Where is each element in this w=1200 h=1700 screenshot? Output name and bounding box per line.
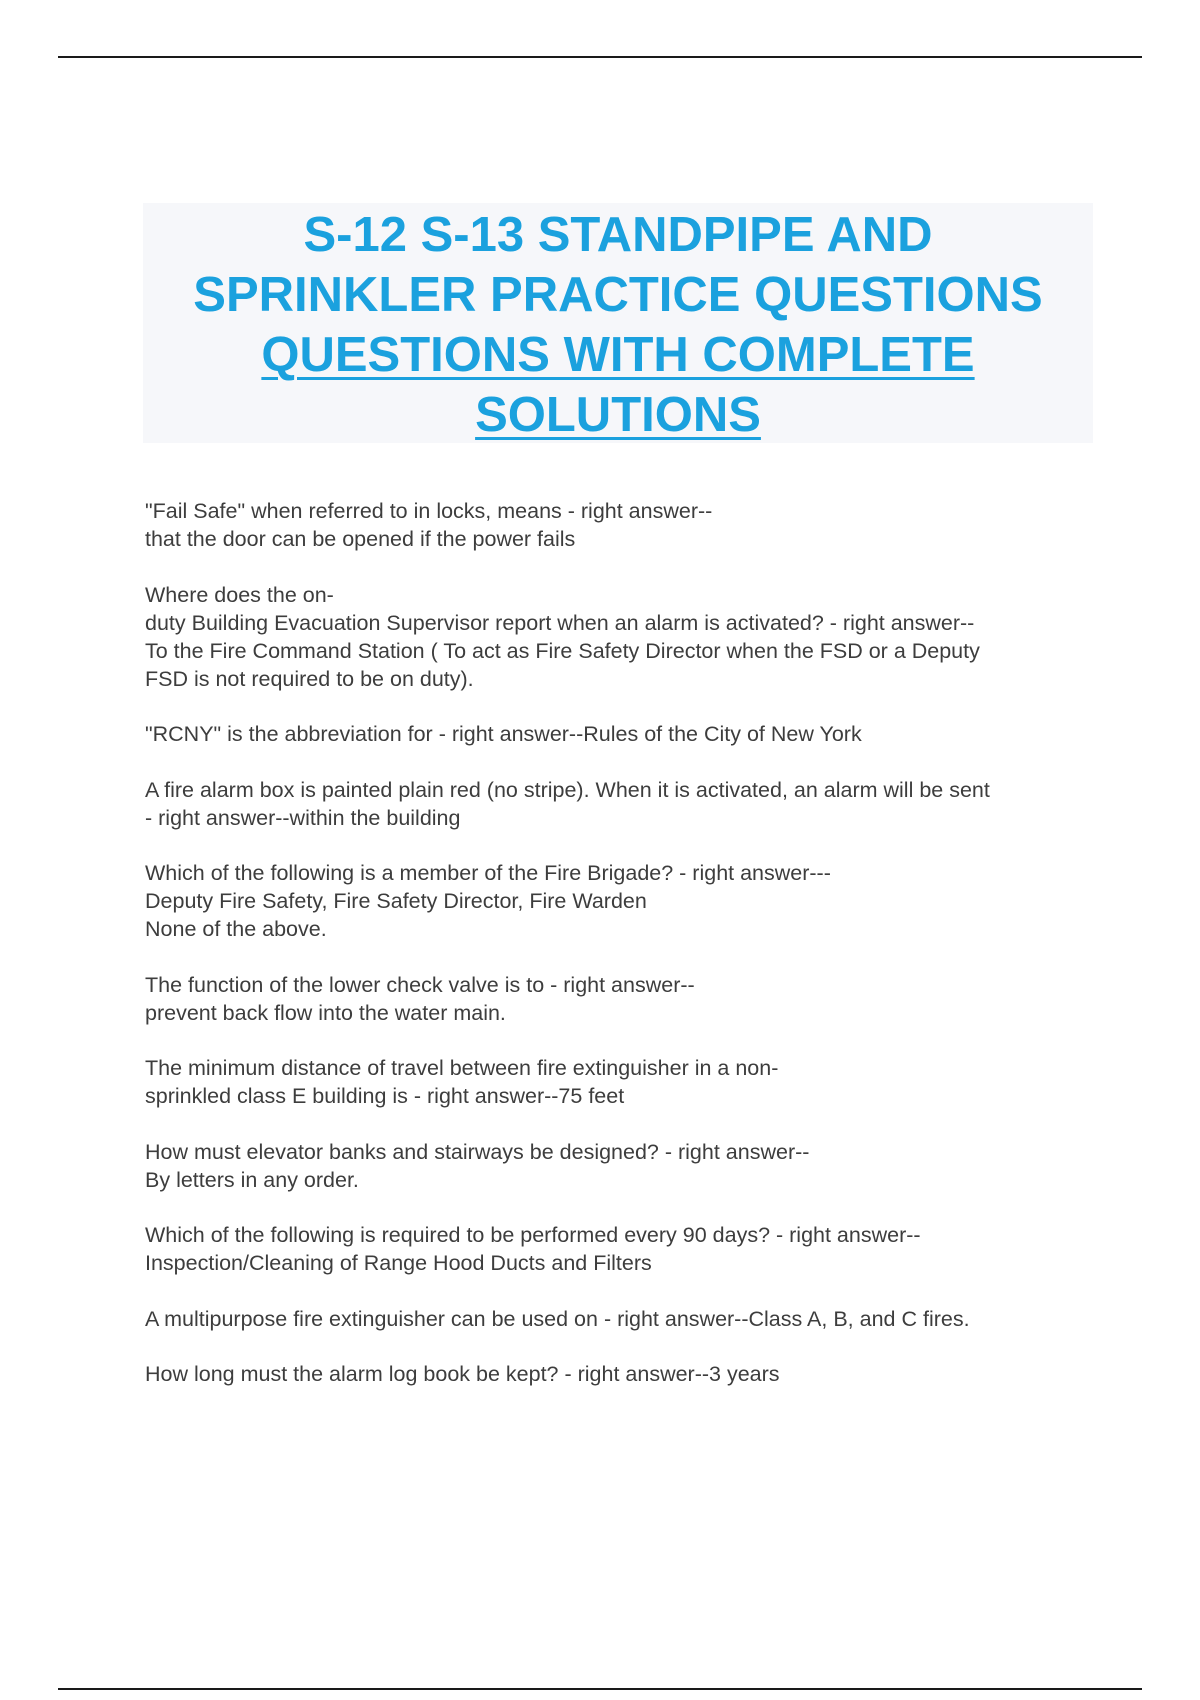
bottom-rule — [58, 1688, 1142, 1690]
title-line: S-12 S-13 STANDPIPE AND — [303, 208, 933, 262]
qa-item — [145, 1221, 1105, 1277]
qa-text-line: A fire alarm box is painted plain red (no stripe). When it is activated, an alarm will be sent — [145, 777, 990, 802]
title-link-text[interactable]: SOLUTIONS — [475, 388, 761, 442]
qa-list — [145, 497, 1105, 1416]
qa-text-line: By letters in any order. — [145, 1167, 359, 1192]
qa-item — [145, 720, 1105, 748]
qa-item — [145, 776, 1105, 832]
qa-text-line: Inspection/Cleaning of Range Hood Ducts and Filters — [145, 1251, 652, 1275]
qa-text-line: FSD is not required to be on duty). — [145, 666, 474, 691]
qa-text-line: Deputy Fire Safety, Fire Safety Director, Fire Warden — [145, 889, 647, 913]
qa-item — [145, 581, 1105, 693]
qa-text-line: - right answer--within the building — [145, 805, 461, 830]
qa-item — [145, 1305, 1105, 1333]
qa-text-line: The function of the lower check valve is to - right answer-- — [145, 972, 695, 997]
qa-text-line: How must elevator banks and stairways be designed? - right answer-- — [145, 1139, 810, 1164]
qa-text-line: sprinkled class E building is - right answer--75 feet — [145, 1084, 625, 1108]
qa-item — [145, 1054, 1105, 1110]
qa-item — [145, 859, 1105, 943]
qa-text-line: Which of the following is a member of the Fire Brigade? - right answer--- — [145, 861, 831, 885]
qa-text-line: A multipurpose fire extinguisher can be used on - right answer--Class A, B, and C fires. — [145, 1306, 970, 1331]
title-link-text[interactable]: QUESTIONS WITH COMPLETE — [261, 328, 975, 382]
qa-item — [145, 971, 1105, 1027]
document-title-banner — [143, 203, 1093, 443]
qa-text-line: None of the above. — [145, 917, 327, 941]
qa-text-line: Where does the on- — [145, 582, 334, 607]
qa-text-line: How long must the alarm log book be kept? - right answer--3 years — [145, 1362, 780, 1386]
title-link-line[interactable] — [143, 385, 1093, 445]
qa-text-line: The minimum distance of travel between fire extinguisher in a non- — [145, 1056, 779, 1080]
qa-text-line: that the door can be opened if the power fails — [145, 527, 576, 551]
title-line: SPRINKLER PRACTICE QUESTIONS — [193, 268, 1043, 322]
qa-text-line: "RCNY" is the abbreviation for - right answer--Rules of the City of New York — [145, 722, 862, 746]
title-link-line[interactable] — [143, 325, 1093, 385]
qa-text-line: Which of the following is required to be performed every 90 days? - right answer-- — [145, 1223, 921, 1247]
qa-text-line: duty Building Evacuation Supervisor report when an alarm is activated? - right answer-- — [145, 610, 975, 635]
qa-item — [145, 1138, 1105, 1194]
qa-text-line: To the Fire Command Station ( To act as Fire Safety Director when the FSD or a Deputy — [145, 638, 980, 663]
top-rule — [58, 56, 1142, 58]
qa-text-line: prevent back flow into the water main. — [145, 1000, 506, 1025]
qa-text-line: "Fail Safe" when referred to in locks, means - right answer-- — [145, 499, 713, 523]
qa-item — [145, 497, 1105, 553]
qa-item — [145, 1360, 1105, 1388]
